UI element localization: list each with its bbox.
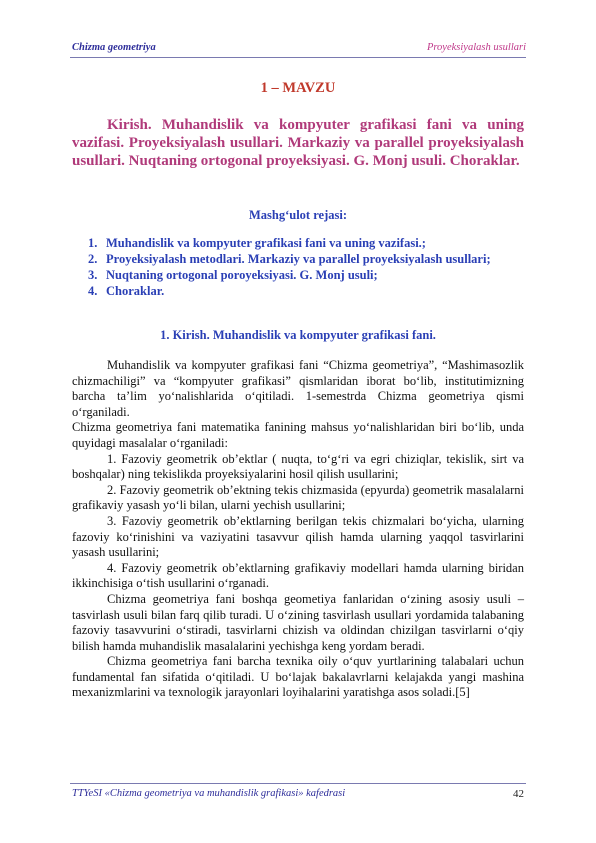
plan-item — [88, 267, 524, 283]
plan-item — [88, 235, 524, 251]
paragraph: Chizma geometriya fani barcha texnika oily o‘quv yurtlarining talabalari uchun fundamental fan sifatida o‘qitiladi. U bo‘lajak bakalavrlarni kelajakda yangi mashina mexanizmlarini va texnologik jarayonlari loyihalarini yaratishga asos soladi.[5] — [72, 654, 524, 700]
plan-item-text: Muhandislik va kompyuter grafikasi fani va uning vazifasi.; — [106, 236, 426, 250]
section-title: 1. Kirish. Muhandislik va kompyuter grafikasi fani. — [160, 328, 436, 342]
header-divider — [70, 57, 526, 58]
plan-item-number: 4. — [88, 284, 98, 298]
footer-divider — [70, 783, 526, 784]
footer-department: TTYeSI «Chizma geometriya va muhandislik grafikasi» kafedrasi — [72, 788, 346, 799]
plan-item — [88, 283, 524, 299]
paragraph: 4. Fazoviy geometrik ob’ektlarning grafikaviy modellari hamda ularning biridan ikkinchisiga o‘tish usullarini o‘rganadi. — [72, 560, 524, 591]
plan-list — [88, 235, 524, 299]
paragraph: 3. Fazoviy geometrik ob’ektlarning berilgan tekis chizmalari bo‘yicha, ularning fazoviy ko‘rinishini va vaziyatini tasavvur qilish hamda ularning yaqqol tasvirlarini yasash usullarini; — [72, 513, 524, 560]
paragraph: 2. Fazoviy geometrik ob’ektning tekis chizmasida (epyurda) geometrik masalalarni grafikaviy yasash yo‘li bilan, ularni yechish usullarini; — [72, 482, 524, 513]
page-number: 42 — [513, 788, 524, 800]
plan-item — [88, 251, 524, 267]
plan-item-number: 2. — [88, 252, 98, 266]
paragraph: 1. Fazoviy geometrik ob’ektlar ( nuqta, to‘g‘ri va egri chiziqlar, tekislik, sirt va boshqalar) ning tekislikda proyeksiyalarini hosil qilish usullarini; — [72, 451, 524, 482]
topic-intro: Kirish. Muhandislik va kompyuter grafikasi fani va uning vazifasi. Proyeksiyalash usullari. Markaziy va parallel proyeksiyalash usullari. Nuqtaning ortogonal proyeksiyasi. G. Monj usuli. Choraklar. — [72, 117, 524, 169]
header-row — [72, 42, 526, 56]
plan-item-text: Proyeksiyalash metodlari. Markaziy va parallel proyeksiyalash usullari; — [106, 252, 491, 266]
header-subject: Chizma geometriya — [72, 42, 156, 53]
plan-title: Mashg‘ulot rejasi: — [248, 208, 348, 222]
body-text — [72, 358, 524, 701]
topic-title: 1 – MAVZU — [260, 80, 336, 96]
paragraph: Chizma geometriya fani boshqa geometiya fanlaridan o‘zining asosiy usuli – tasvirlash usuli bilan farq qilib turadi. U o‘zining tasvirlash usullari yordamida talabaning fazoviy tasavvurini o‘stiradi, tasvirlarni chizish va oldindan chizilgan tasvirlarni o‘qiy bilish hamda muhandislik masalalarini yechishga keng yordam beradi. — [72, 591, 524, 653]
paragraph: Muhandislik va kompyuter grafikasi fani “Chizma geometriya”, “Mashimasozlik chizmachiligi” va “kompyuter grafikasi” qismlaridan iborat bo‘lib, institutimizning barcha ta’lim yo‘nalishlarida o‘qitiladi. 1-semestrda Chizma geometriya qismi o‘rganiladi. — [72, 358, 524, 419]
plan-item-number: 1. — [88, 236, 98, 250]
plan-item-text: Choraklar. — [106, 284, 165, 298]
plan-item-text: Nuqtaning ortogonal poroyeksiyasi. G. Monj usuli; — [106, 268, 378, 282]
paragraph: Chizma geometriya fani matematika fanining mahsus yo‘nalishlaridan biri bo‘lib, unda quyidagi masalalar o‘rganiladi: — [72, 420, 524, 450]
header-chapter: Proyeksiyalash usullari — [426, 42, 526, 53]
plan-item-number: 3. — [88, 268, 98, 282]
